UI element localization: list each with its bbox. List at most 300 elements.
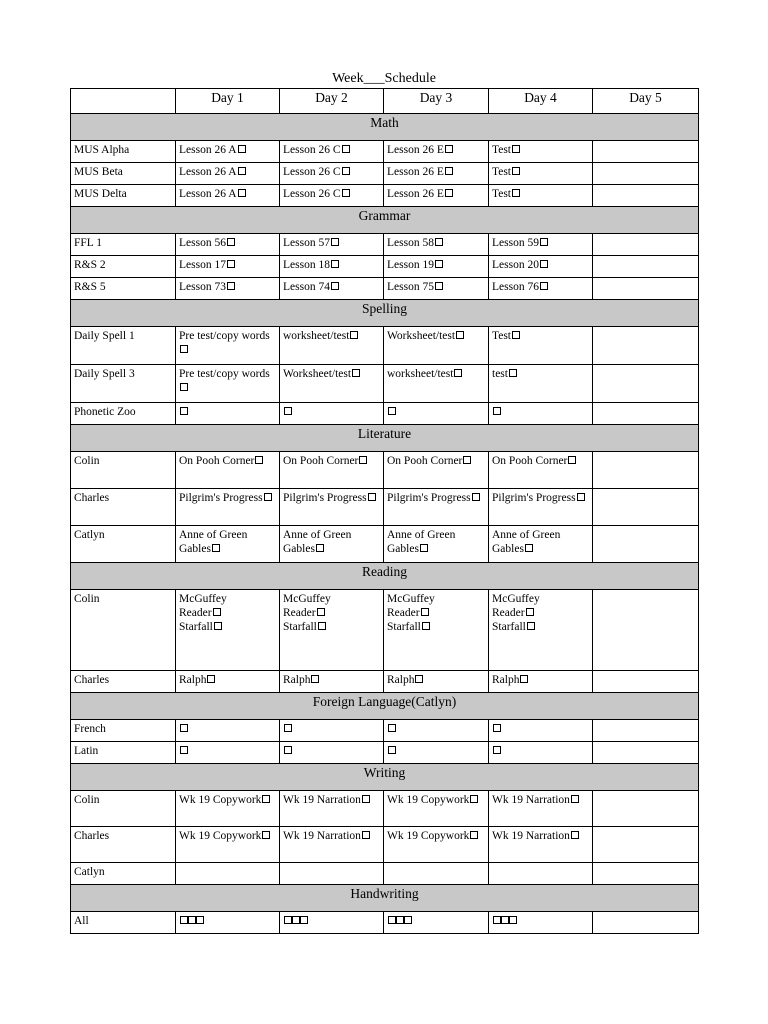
checkbox-icon[interactable] [180, 916, 188, 924]
table-row [71, 327, 699, 365]
cell-text: Lesson 19 [387, 259, 434, 271]
day-5-cell [593, 671, 699, 693]
checkbox-icon[interactable] [520, 675, 528, 683]
cell-text: Pre test/copy words [179, 368, 270, 380]
checkbox-icon[interactable] [388, 407, 396, 415]
day-header-row [71, 89, 699, 114]
checkbox-icon[interactable] [227, 238, 235, 246]
cell-text: Lesson 76 [492, 281, 539, 293]
checkbox-icon[interactable] [342, 167, 350, 175]
day-4-cell [489, 163, 593, 185]
checkbox-icon[interactable] [445, 145, 453, 153]
day-2-cell [280, 452, 384, 489]
checkbox-icon[interactable] [540, 260, 548, 268]
day-1-cell [176, 185, 280, 207]
day-3-cell [384, 234, 489, 256]
day-2-cell [280, 526, 384, 563]
day-1-cell [176, 278, 280, 300]
day-3-cell [384, 185, 489, 207]
checkbox-icon[interactable] [415, 675, 423, 683]
day-5-cell [593, 185, 699, 207]
table-row [71, 912, 699, 934]
cell-text: Test [492, 330, 511, 342]
cell-text: Anne of Green Gables [387, 529, 456, 555]
cell-text: Lesson 73 [179, 281, 226, 293]
checkbox-icon[interactable] [422, 622, 430, 630]
cell-text: Wk 19 Narration [283, 830, 361, 842]
checkbox-icon[interactable] [238, 145, 246, 153]
day-3-cell [384, 912, 489, 934]
row-label: Latin [71, 742, 176, 764]
section-header-row [71, 207, 699, 234]
checkbox-icon[interactable] [509, 916, 517, 924]
day-4-cell [489, 489, 593, 526]
table-row [71, 278, 699, 300]
day-2-cell [280, 163, 384, 185]
day-2-cell [280, 403, 384, 425]
cell-text: Starfall [179, 621, 213, 633]
cell-text: Wk 19 Copywork [387, 794, 470, 806]
cell-text: McGuffey [179, 593, 227, 605]
checkbox-icon[interactable] [512, 331, 520, 339]
checkbox-icon[interactable] [352, 369, 360, 377]
day-2-header: Day 2 [280, 89, 384, 114]
day-1-cell [176, 365, 280, 403]
table-row [71, 526, 699, 563]
checkbox-icon[interactable] [227, 260, 235, 268]
day-4-cell [489, 234, 593, 256]
cell-text: Anne of Green Gables [283, 529, 352, 555]
cell-text: Wk 19 Copywork [179, 794, 262, 806]
cell-line [492, 592, 589, 606]
checkbox-icon[interactable] [284, 746, 292, 754]
day-2-cell [280, 720, 384, 742]
day-1-cell [176, 912, 280, 934]
section-header-row [71, 425, 699, 452]
day-5-cell [593, 489, 699, 526]
checkbox-icon[interactable] [435, 282, 443, 290]
checkbox-icon[interactable] [284, 916, 292, 924]
checkbox-icon[interactable] [292, 916, 300, 924]
section-header-row [71, 764, 699, 791]
checkbox-icon[interactable] [180, 746, 188, 754]
cell-text: Reader [492, 607, 525, 619]
cell-text: test [492, 368, 508, 380]
cell-text: Lesson 20 [492, 259, 539, 271]
table-row [71, 185, 699, 207]
day-4-cell [489, 863, 593, 885]
day-3-cell [384, 489, 489, 526]
day-5-cell [593, 234, 699, 256]
cell-text: Worksheet/test [283, 368, 352, 380]
cell-text: Lesson 17 [179, 259, 226, 271]
checkbox-icon[interactable] [540, 238, 548, 246]
checkbox-icon[interactable] [238, 189, 246, 197]
checkbox-icon[interactable] [359, 456, 367, 464]
checkbox-icon[interactable] [435, 238, 443, 246]
checkbox-icon[interactable] [342, 145, 350, 153]
section-title-math: Math [71, 114, 699, 141]
checkbox-icon[interactable] [180, 345, 188, 353]
checkbox-icon[interactable] [188, 916, 196, 924]
checkbox-icon[interactable] [493, 746, 501, 754]
day-2-cell [280, 256, 384, 278]
day-5-header: Day 5 [593, 89, 699, 114]
schedule-body [71, 114, 699, 934]
cell-text: Ralph [492, 674, 520, 686]
day-5-cell [593, 403, 699, 425]
checkbox-icon[interactable] [470, 795, 478, 803]
checkbox-icon[interactable] [470, 831, 478, 839]
checkbox-icon[interactable] [362, 795, 370, 803]
schedule-title: Week___Schedule [332, 71, 436, 86]
day-5-cell [593, 827, 699, 863]
day-1-cell [176, 163, 280, 185]
checkbox-icon[interactable] [196, 916, 204, 924]
day-5-cell [593, 742, 699, 764]
day-4-cell [489, 327, 593, 365]
checkbox-icon[interactable] [284, 407, 292, 415]
row-label: French [71, 720, 176, 742]
checkbox-icon[interactable] [331, 260, 339, 268]
day-1-header: Day 1 [176, 89, 280, 114]
cell-text: McGuffey [492, 593, 540, 605]
cell-text: Lesson 26 C [283, 166, 341, 178]
day-3-cell [384, 403, 489, 425]
table-row [71, 163, 699, 185]
checkbox-icon[interactable] [180, 383, 188, 391]
cell-text: Pilgrim's Progress [283, 492, 367, 504]
day-3-cell [384, 742, 489, 764]
cell-text: Wk 19 Narration [283, 794, 361, 806]
checkbox-icon[interactable] [350, 331, 358, 339]
row-label: MUS Beta [71, 163, 176, 185]
day-3-cell [384, 720, 489, 742]
day-3-cell [384, 791, 489, 827]
section-title-grammar: Grammar [71, 207, 699, 234]
day-1-cell [176, 791, 280, 827]
day-4-cell [489, 720, 593, 742]
row-label: R&S 2 [71, 256, 176, 278]
day-2-cell [280, 671, 384, 693]
cell-text: Anne of Green Gables [179, 529, 248, 555]
day-1-cell [176, 256, 280, 278]
checkbox-icon[interactable] [571, 795, 579, 803]
checkbox-icon[interactable] [404, 916, 412, 924]
cell-text: On Pooh Corner [283, 455, 359, 467]
day-4-cell [489, 590, 593, 671]
day-2-cell [280, 742, 384, 764]
day-1-cell [176, 489, 280, 526]
day-3-cell [384, 256, 489, 278]
row-label: Daily Spell 1 [71, 327, 176, 365]
checkbox-icon[interactable] [311, 675, 319, 683]
checkbox-icon[interactable] [396, 916, 404, 924]
row-label: All [71, 912, 176, 934]
checkbox-icon[interactable] [493, 407, 501, 415]
cell-text: Lesson 56 [179, 237, 226, 249]
day-4-cell [489, 185, 593, 207]
checkbox-icon[interactable] [420, 544, 428, 552]
cell-text: Reader [387, 607, 420, 619]
cell-text: worksheet/test [387, 368, 454, 380]
cell-line [492, 606, 589, 620]
table-row [71, 452, 699, 489]
day-1-cell [176, 827, 280, 863]
row-label: Catlyn [71, 863, 176, 885]
day-3-header: Day 3 [384, 89, 489, 114]
section-title-handwriting: Handwriting [71, 885, 699, 912]
day-1-cell [176, 742, 280, 764]
cell-line [492, 620, 589, 634]
checkbox-icon[interactable] [207, 675, 215, 683]
day-4-header: Day 4 [489, 89, 593, 114]
checkbox-icon[interactable] [368, 493, 376, 501]
table-row [71, 141, 699, 163]
checkbox-icon[interactable] [180, 407, 188, 415]
checkbox-icon[interactable] [317, 608, 325, 616]
day-5-cell [593, 912, 699, 934]
day-5-cell [593, 141, 699, 163]
checkbox-icon[interactable] [493, 724, 501, 732]
day-1-cell [176, 403, 280, 425]
day-5-cell [593, 163, 699, 185]
cell-text: Lesson 57 [283, 237, 330, 249]
checkbox-icon[interactable] [445, 189, 453, 197]
cell-text: worksheet/test [283, 330, 350, 342]
day-5-cell [593, 278, 699, 300]
table-row [71, 827, 699, 863]
checkbox-icon[interactable] [262, 795, 270, 803]
row-label: Colin [71, 452, 176, 489]
checkbox-icon[interactable] [212, 544, 220, 552]
row-label: Colin [71, 791, 176, 827]
row-label: MUS Delta [71, 185, 176, 207]
cell-line [387, 620, 485, 634]
cell-text: Pilgrim's Progress [492, 492, 576, 504]
checkbox-icon[interactable] [472, 493, 480, 501]
checkbox-icon[interactable] [512, 145, 520, 153]
row-label: Daily Spell 3 [71, 365, 176, 403]
cell-text: Starfall [492, 621, 526, 633]
cell-line [283, 620, 380, 634]
checkbox-icon[interactable] [445, 167, 453, 175]
day-3-cell [384, 365, 489, 403]
day-4-cell [489, 403, 593, 425]
day-4-cell [489, 791, 593, 827]
cell-text: On Pooh Corner [492, 455, 568, 467]
checkbox-icon[interactable] [255, 456, 263, 464]
cell-text: Ralph [179, 674, 207, 686]
table-row [71, 365, 699, 403]
day-2-cell [280, 185, 384, 207]
section-header-row [71, 563, 699, 590]
checkbox-icon[interactable] [342, 189, 350, 197]
checkbox-icon[interactable] [284, 724, 292, 732]
corner-cell [71, 89, 176, 114]
checkbox-icon[interactable] [527, 622, 535, 630]
checkbox-icon[interactable] [238, 167, 246, 175]
cell-line [179, 592, 276, 606]
day-3-cell [384, 327, 489, 365]
checkbox-icon[interactable] [501, 916, 509, 924]
section-header-row [71, 114, 699, 141]
cell-text: Test [492, 166, 511, 178]
checkbox-icon[interactable] [540, 282, 548, 290]
checkbox-icon[interactable] [227, 282, 235, 290]
day-3-cell [384, 671, 489, 693]
day-2-cell [280, 365, 384, 403]
day-2-cell [280, 791, 384, 827]
table-row [71, 671, 699, 693]
day-1-cell [176, 720, 280, 742]
cell-line [283, 592, 380, 606]
row-label: Charles [71, 827, 176, 863]
day-4-cell [489, 742, 593, 764]
cell-text: Lesson 26 A [179, 188, 237, 200]
section-title-spelling: Spelling [71, 300, 699, 327]
row-label: Charles [71, 489, 176, 526]
cell-text: Lesson 59 [492, 237, 539, 249]
checkbox-icon[interactable] [526, 608, 534, 616]
day-4-cell [489, 827, 593, 863]
day-2-cell [280, 590, 384, 671]
table-row [71, 791, 699, 827]
day-1-cell [176, 327, 280, 365]
day-3-cell [384, 863, 489, 885]
table-row [71, 742, 699, 764]
section-header-row [71, 300, 699, 327]
cell-text: McGuffey [283, 593, 331, 605]
row-label: Catlyn [71, 526, 176, 563]
cell-text: McGuffey [387, 593, 435, 605]
cell-text: Lesson 75 [387, 281, 434, 293]
cell-text: Lesson 18 [283, 259, 330, 271]
day-4-cell [489, 365, 593, 403]
row-label: R&S 5 [71, 278, 176, 300]
checkbox-icon[interactable] [388, 724, 396, 732]
cell-text: Ralph [387, 674, 415, 686]
day-3-cell [384, 141, 489, 163]
checkbox-icon[interactable] [318, 622, 326, 630]
cell-text: Anne of Green Gables [492, 529, 561, 555]
table-row [71, 489, 699, 526]
checkbox-icon[interactable] [456, 331, 464, 339]
checkbox-icon[interactable] [264, 493, 272, 501]
cell-text: Lesson 26 C [283, 188, 341, 200]
checkbox-icon[interactable] [463, 456, 471, 464]
day-5-cell [593, 791, 699, 827]
cell-text: On Pooh Corner [179, 455, 255, 467]
day-3-cell [384, 827, 489, 863]
table-row [71, 234, 699, 256]
cell-text: Pilgrim's Progress [387, 492, 471, 504]
table-row [71, 720, 699, 742]
checkbox-icon[interactable] [362, 831, 370, 839]
checkbox-icon[interactable] [493, 916, 501, 924]
checkbox-icon[interactable] [316, 544, 324, 552]
checkbox-icon[interactable] [262, 831, 270, 839]
day-2-cell [280, 278, 384, 300]
checkbox-icon[interactable] [454, 369, 462, 377]
day-1-cell [176, 526, 280, 563]
day-4-cell [489, 141, 593, 163]
day-5-cell [593, 452, 699, 489]
table-row [71, 403, 699, 425]
cell-text: Wk 19 Copywork [387, 830, 470, 842]
checkbox-icon[interactable] [435, 260, 443, 268]
table-row [71, 590, 699, 671]
day-2-cell [280, 489, 384, 526]
section-title-literature: Literature [71, 425, 699, 452]
day-4-cell [489, 278, 593, 300]
day-3-cell [384, 278, 489, 300]
cell-text: Lesson 74 [283, 281, 330, 293]
day-2-cell [280, 234, 384, 256]
checkbox-icon[interactable] [525, 544, 533, 552]
day-3-cell [384, 163, 489, 185]
row-label: Colin [71, 590, 176, 671]
checkbox-icon[interactable] [577, 493, 585, 501]
day-4-cell [489, 671, 593, 693]
row-label: MUS Alpha [71, 141, 176, 163]
row-label: Phonetic Zoo [71, 403, 176, 425]
day-4-cell [489, 912, 593, 934]
checkbox-icon[interactable] [214, 622, 222, 630]
day-5-cell [593, 526, 699, 563]
day-5-cell [593, 720, 699, 742]
day-1-cell [176, 590, 280, 671]
day-3-cell [384, 452, 489, 489]
row-label: FFL 1 [71, 234, 176, 256]
cell-text: Starfall [387, 621, 421, 633]
checkbox-icon[interactable] [571, 831, 579, 839]
checkbox-icon[interactable] [388, 746, 396, 754]
checkbox-icon[interactable] [331, 282, 339, 290]
section-title-foreign-language-catlyn: Foreign Language(Catlyn) [71, 693, 699, 720]
cell-text: Lesson 26 E [387, 166, 444, 178]
checkbox-icon[interactable] [300, 916, 308, 924]
day-5-cell [593, 327, 699, 365]
cell-text: Ralph [283, 674, 311, 686]
cell-text: Pilgrim's Progress [179, 492, 263, 504]
day-2-cell [280, 327, 384, 365]
checkbox-icon[interactable] [421, 608, 429, 616]
cell-text: Starfall [283, 621, 317, 633]
cell-text: Lesson 26 E [387, 188, 444, 200]
day-5-cell [593, 863, 699, 885]
day-5-cell [593, 365, 699, 403]
checkbox-icon[interactable] [509, 369, 517, 377]
checkbox-icon[interactable] [213, 608, 221, 616]
cell-text: Test [492, 144, 511, 156]
checkbox-icon[interactable] [512, 167, 520, 175]
day-4-cell [489, 526, 593, 563]
day-2-cell [280, 912, 384, 934]
cell-text: On Pooh Corner [387, 455, 463, 467]
checkbox-icon[interactable] [180, 724, 188, 732]
checkbox-icon[interactable] [331, 238, 339, 246]
checkbox-icon[interactable] [512, 189, 520, 197]
cell-text: Wk 19 Copywork [179, 830, 262, 842]
day-1-cell [176, 863, 280, 885]
checkbox-icon[interactable] [568, 456, 576, 464]
table-row [71, 863, 699, 885]
checkbox-icon[interactable] [388, 916, 396, 924]
cell-text: Test [492, 188, 511, 200]
day-4-cell [489, 452, 593, 489]
day-1-cell [176, 234, 280, 256]
